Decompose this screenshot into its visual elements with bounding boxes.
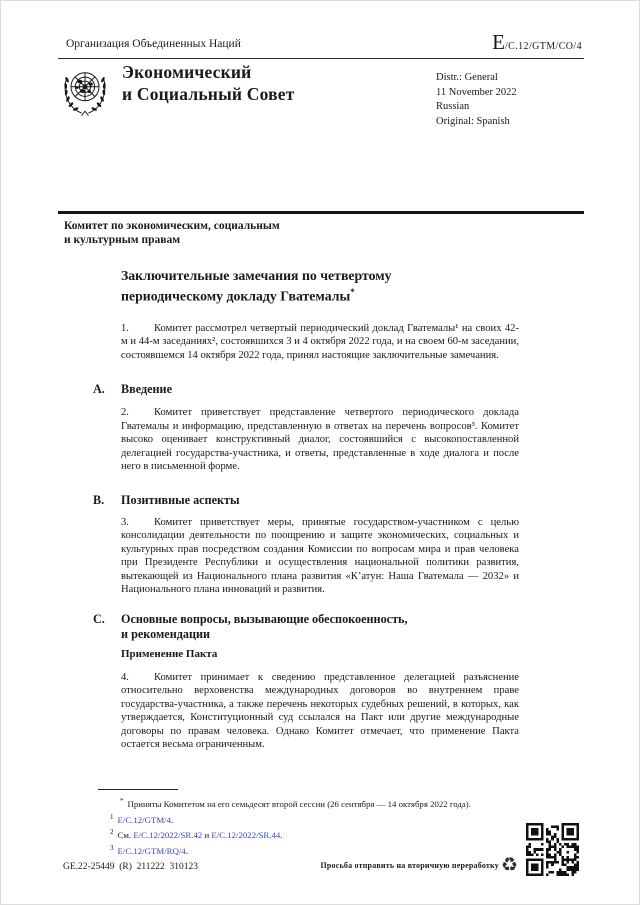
footnote-1 (98, 811, 519, 827)
footnote-2-tail: . (280, 830, 283, 841)
section-c-label-line2: и рекомендации (121, 626, 211, 641)
section-b-letter: B. (93, 492, 105, 507)
footnotes-block (98, 789, 519, 857)
footnote-1-marker: 1 (110, 812, 114, 821)
footnote-3-link[interactable]: E/C.12/GTM/RQ/4 (117, 845, 186, 856)
document-title-line2 (121, 284, 519, 305)
paragraph-3 (121, 516, 519, 597)
council-title (122, 61, 295, 105)
section-a-label: Введение (121, 382, 172, 397)
un-org-name: Организация Объединенных Наций (66, 38, 241, 50)
document-title-line1: Заключительные замечания по четвертому (121, 268, 392, 283)
recycle-icon: ♻ (500, 854, 518, 876)
recycle-note-text: Просьба отправить на вторичную переработку (320, 861, 499, 870)
paragraph-1-text: Комитет рассмотрел четвертый периодический доклад Гватемалы¹ на своих 42-м и 44-м заседаниях², состоявшихся 3 и 4 октября 2022 года, и на своем 60-м заседании, состоявшемся 14 октября 2022 года, принял настоящие заключительные замечания. (121, 322, 519, 361)
subsection-heading: Применение Пакта (121, 647, 218, 660)
paragraph-1-number: 1. (121, 322, 129, 334)
document-symbol (492, 32, 582, 54)
committee-heading-line1: Комитет по экономическим, социальным (64, 220, 280, 232)
paragraph-1 (121, 322, 519, 363)
paragraph-3-number: 3. (121, 516, 129, 528)
document-title (121, 267, 519, 305)
committee-heading-line2: и культурным правам (64, 233, 181, 246)
section-c-heading (93, 611, 519, 642)
document-symbol-number: /C.12/GTM/CO/4 (505, 41, 582, 52)
footnote-star-text: Приняты Комитетом на его семьдесят второй сессии (26 сентября — 14 октября 2022 года). (127, 799, 471, 809)
qr-code (526, 823, 579, 876)
footnote-3-marker: 3 (110, 843, 114, 852)
document-title-line2-text: периодическому докладу Гватемалы (121, 288, 351, 304)
footnote-star (98, 795, 519, 811)
paragraph-2-text: Комитет приветствует представление четвертого периодического доклада Гватемалы и информацию, представленную в ответах на перечень вопросов³. Комитет высоко оценивает конструктивный диалог, состоявшийся с высокопоставленной делегацией государства-участника, и ответы, представленные в ходе диалога и после него в письменной форме. (121, 407, 519, 473)
footnote-2-link-1[interactable]: E/C.12/2022/SR.42 (133, 830, 203, 841)
paragraph-4 (121, 671, 519, 752)
footnote-star-marker: * (120, 797, 124, 805)
header-rule (58, 58, 584, 59)
footnote-separator (98, 789, 178, 790)
section-a-letter: A. (93, 382, 105, 397)
footnote-2-pre: См. (117, 830, 134, 841)
paragraph-3-text: Комитет приветствует меры, принятые государством-участником с целью консолидации деятельности по поощрению и защите экономических, социальных и культурных прав посредством создания Комиссии по вопросам мира и прав человека при Президенте Республики и осуществления национальной политики развития, вытекающей из Национального плана развития «К’атун: Наша Гватемала — 2032» и Национального плана инноваций и развития. (121, 516, 519, 596)
footer-reference: GE.22-25449 (R) 211222 310123 (63, 862, 199, 872)
footnote-2-marker: 2 (110, 828, 114, 837)
footnote-2 (98, 826, 519, 842)
footer-recycle-note (320, 856, 518, 875)
footnote-1-tail: . (171, 814, 174, 825)
footnote-3-tail: . (185, 845, 188, 856)
document-symbol-series: E (492, 30, 505, 54)
section-b-heading (93, 492, 519, 508)
document-body (93, 267, 519, 752)
paragraph-4-text: Комитет принимает к сведению представленное делегацией разъяснение относительно верховенства международных договоров во внутреннем праве государства-участника, а также перечень некоторых судебных решений, в которых, как утверждается, Конституционный суд ссылался на Пакт или другие международные договоры по правам человека. Однако Комитет отмечает, что применение Пакта остается весьма ограниченным. (121, 671, 519, 751)
paragraph-2-number: 2. (121, 407, 129, 419)
title-footnote-marker: * (350, 287, 355, 297)
footnote-2-link-2[interactable]: E/C.12/2022/SR.44 (211, 830, 281, 841)
un-emblem-icon (57, 64, 113, 120)
committee-heading (64, 220, 280, 247)
footnote-1-link[interactable]: E/C.12/GTM/4 (117, 814, 172, 825)
distribution-block (436, 71, 517, 129)
date-line: 11 November 2022 (436, 86, 517, 98)
section-c-letter: C. (93, 611, 105, 626)
distr-line: Distr.: General (436, 72, 498, 83)
section-c-label-line1: Основные вопросы, вызывающие обеспокоенность, (121, 611, 408, 626)
original-language-line: Original: Spanish (436, 115, 510, 127)
section-b-label: Позитивные аспекты (121, 492, 240, 507)
paragraph-4-number: 4. (121, 671, 129, 683)
footnote-2-mid: и (202, 830, 212, 841)
language-line: Russian (436, 101, 470, 112)
separator-rule (58, 211, 584, 214)
council-title-line1: Экономический (122, 62, 252, 82)
paragraph-2 (121, 406, 519, 474)
section-a-heading (93, 382, 519, 397)
council-title-line2: и Социальный Совет (122, 84, 295, 104)
